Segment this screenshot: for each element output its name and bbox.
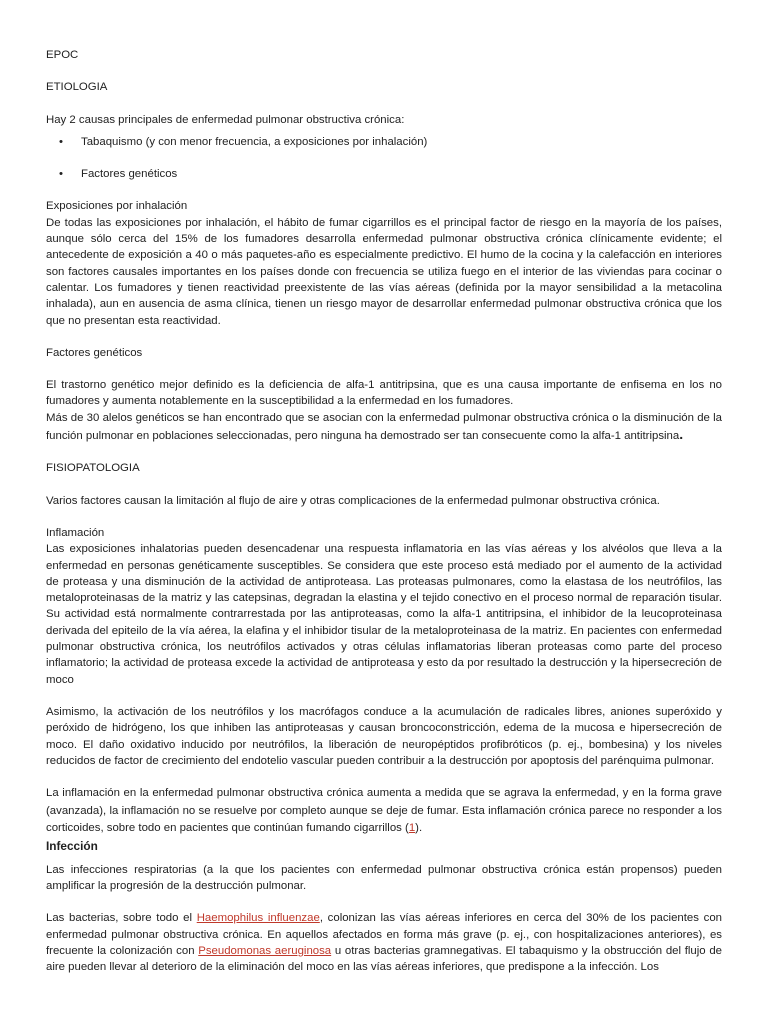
infection-heading: Infección xyxy=(46,838,98,853)
etiology-heading: ETIOLOGIA xyxy=(46,81,108,94)
inflammation-paragraph-3 xyxy=(46,785,722,838)
list-item xyxy=(46,166,722,182)
infection-paragraph-2 xyxy=(46,910,722,975)
physio-heading: FISIOPATOLOGIA xyxy=(46,462,140,475)
reference-link[interactable]: 1 xyxy=(408,822,416,835)
physio-intro: Varios factores causan la limitación al flujo de aire y otras complicaciones de la enfermedad pulmonar obstructiva crónica. xyxy=(46,494,660,507)
infection-text-a: Las bacterias, sobre todo el xyxy=(46,912,197,925)
causes-list xyxy=(46,134,722,183)
haemophilus-link[interactable]: Haemophilus influenzae xyxy=(196,912,320,925)
doc-title: EPOC xyxy=(46,49,79,61)
infection-text-c: u otras bacterias gramnegativas. El tabaquismo y la obstrucción del flujo de aire pueden llevar al deterioro de la eliminación del moco en las vías aéreas inferiores, que predispone a la infección. Los xyxy=(46,945,722,974)
bullet-icon: • xyxy=(59,135,63,148)
inflammation-paragraph-3-text: La inflamación en la enfermedad pulmonar obstructiva crónica aumenta a medida que se agrava la enfermedad, y en la forma grave (avanzada), la inflamación no se resuelve por completo aunque se deje de fumar. Esta inflamación crónica parece no responder a los corticoides, sobre todo en pacientes que continúan fumando cigarrillos ( xyxy=(46,787,722,835)
infection-text-b: , colonizan las vías aéreas inferiores en cerca del 30% de los pacientes con enfermedad pulmonar obstructiva crónica. En aquellos afectados en forma más grave (p. ej., con hospitalizaciones anteriores), es frecuente la colonización con xyxy=(46,912,723,958)
inflammation-paragraph-3-end: ). xyxy=(415,822,423,835)
inhalation-section xyxy=(46,198,722,328)
inhalation-heading: Exposiciones por inhalación xyxy=(46,200,188,213)
inhalation-text: De todas las exposiciones por inhalación, el hábito de fumar cigarrillos es el principal factor de riesgo en la mayoría de los países, aunque sólo cerca del 15% de los fumadores desarrolla enfermedad pulmonar obstructiva crónica clínicamente evidente; el antecedente de exposición a 40 o más paquetes-año es especialmente predictivo. El humo de la cocina y la calefacción en interiores son factores causales importantes en los países donde con frecuencia se utiliza fuego en el interior de las viviendas para cocinar o calentar. Los fumadores y tienen reactividad preexistente de las vías aéreas (definida por la mayor sensibilidad a la metacolina inhalada), aun en ausencia de asma clínica, tienen un riesgo mayor de desarrollar enfermedad pulmonar obstructiva crónica que los que no presentan esta reactividad. xyxy=(46,216,722,327)
cause-text: Factores genéticos xyxy=(81,168,178,181)
cause-text: Tabaquismo (y con menor frecuencia, a exposiciones por inhalación) xyxy=(81,135,428,148)
inflammation-heading: Inflamación xyxy=(46,526,105,539)
genetic-heading: Factores genéticos xyxy=(46,346,143,359)
list-item xyxy=(46,134,722,150)
inflammation-section xyxy=(46,525,722,688)
document-page xyxy=(46,47,722,976)
infection-paragraph-1: Las infecciones respiratorias (a la que los pacientes con enfermedad pulmonar obstructiva crónica están propensos) pueden amplificar la progresión de la destrucción pulmonar. xyxy=(46,863,722,893)
genetic-paragraph-2-text: Más de 30 alelos genéticos se han encontrado que se asocian con la enfermedad pulmonar obstructiva crónica o la disminución de la función pulmonar en poblaciones seleccionadas, pero ninguna ha demostrado ser tan consecuente como la alfa-1 antitripsina xyxy=(46,411,722,443)
pseudomonas-link[interactable]: Pseudomonas aeruginosa xyxy=(198,945,332,958)
genetic-paragraph-1: El trastorno genético mejor definido es la deficiencia de alfa-1 antitripsina, que es una causa importante de enfisema en los no fumadores y aumenta notablemente en la susceptibilidad a la enfermedad en los fumadores. xyxy=(46,379,722,408)
genetic-paragraph-2 xyxy=(46,410,722,445)
inflammation-paragraph-2: Asimismo, la activación de los neutrófilos y los macrófagos conduce a la acumulación de radicales libres, aniones superóxido y peróxido de hidrógeno, los que inhiben las antiproteasas y causan broncoconstricción, edema de la mucosa e hipersecreción de moco. El daño oxidativo inducido por neutrófilos, la liberación de neuropéptidos profibróticos (p. ej., bombesina) y los niveles reducidos de factor de crecimiento del endotelio vascular pueden contribuir a la destrucción por apoptosis del parénquima pulmonar. xyxy=(46,705,722,767)
etiology-intro: Hay 2 causas principales de enfermedad pulmonar obstructiva crónica: xyxy=(46,113,405,126)
period: . xyxy=(679,426,684,443)
bullet-icon: • xyxy=(59,168,63,181)
inflammation-paragraph-1: Las exposiciones inhalatorias pueden desencadenar una respuesta inflamatoria en las vías aéreas y los alvéolos que lleva a la enfermedad en personas genéticamente susceptibles. Se considera que este proceso está mediado por el aumento de la actividad de proteasa y una disminución de la actividad de antiproteasa. Las proteasas pulmonares, como la elastasa de los neutrófilos, las metaloproteinasas de la matriz y las catepsinas, degradan la elastina y el tejido conectivo en el proceso normal de reparación tisular. Su actividad está normalmente contrarrestada por las antiproteasas, como la alfa-1 antitripsina, el inhibidor de la leucoproteinasa derivada del epiteilo de la vía aérea, la elafina y el inhibidor tisular de la metaloproteinasa de la matriz. En pacientes con enfermedad pulmonar obstructiva crónica, los neutrófilos activados y otras células inflamatorias liberan proteasas como parte del proceso inflamatorio; la actividad de proteasa excede la actividad de antiproteasa y esto da por resultado la destrucción y la hipersecreción de moco xyxy=(46,543,722,686)
